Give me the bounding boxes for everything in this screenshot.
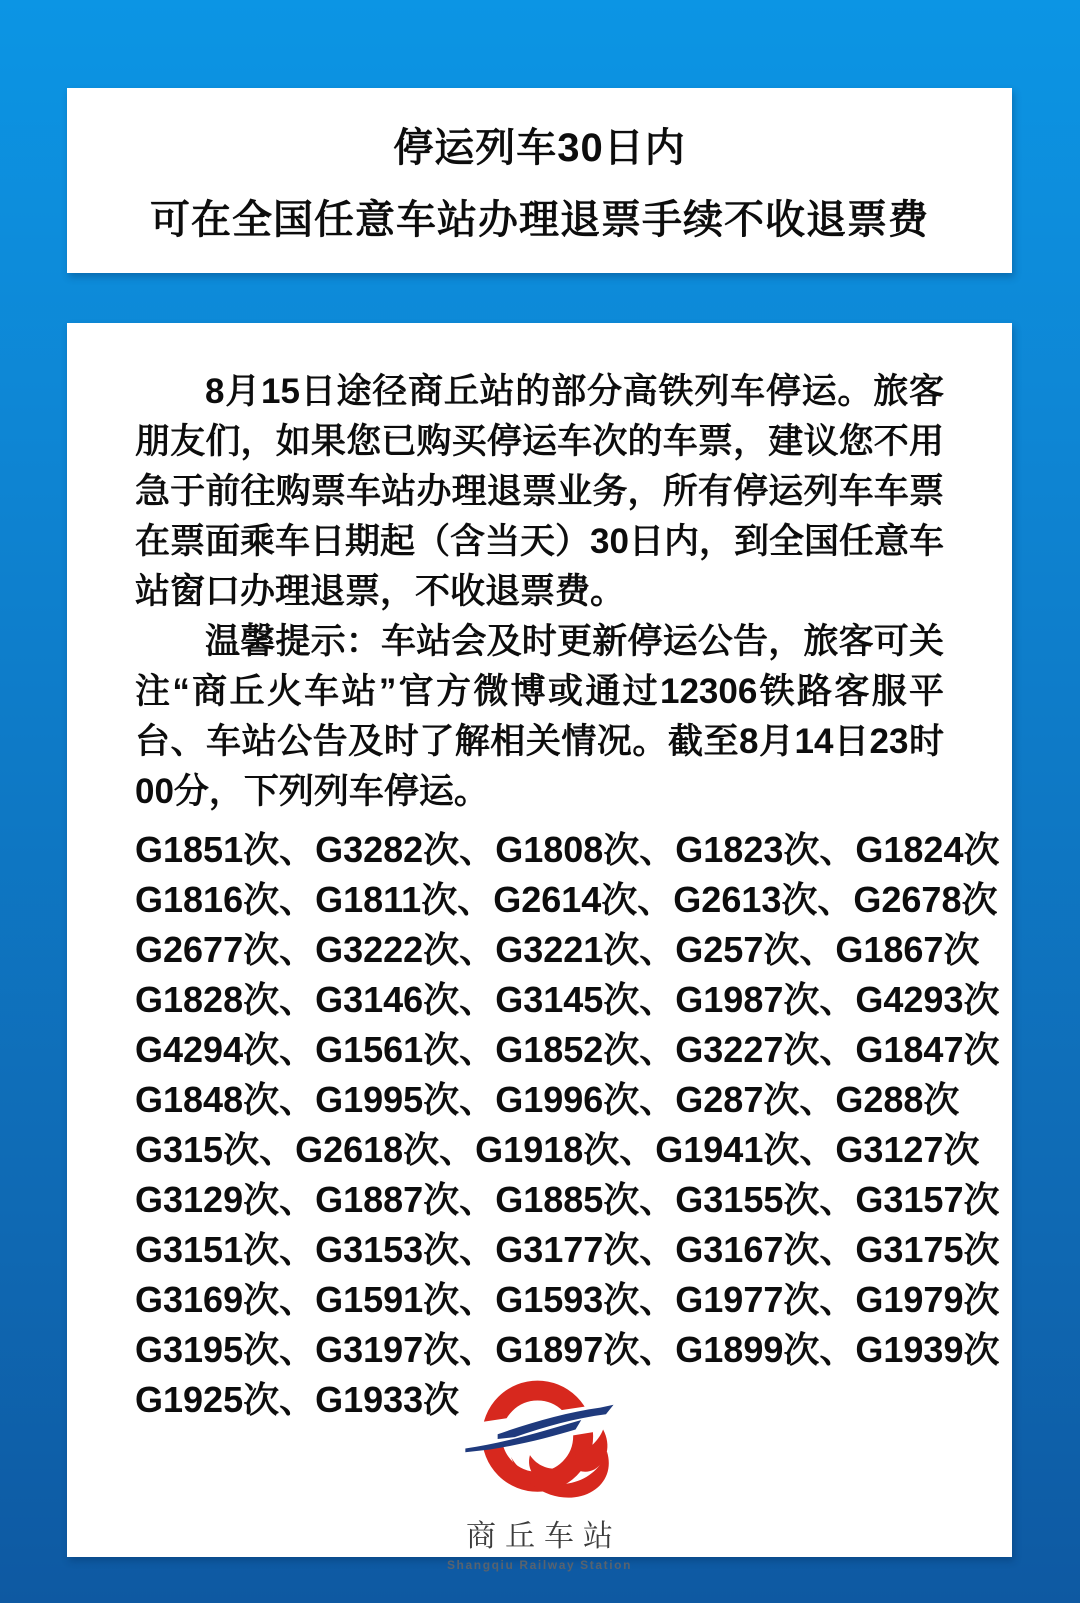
train-number: G3167次、 (675, 1229, 856, 1270)
train-number: G3222次、 (315, 929, 496, 970)
train-number: G3146次、 (315, 979, 496, 1020)
station-name-en: Shangqiu Railway Station (446, 1558, 633, 1572)
train-number: G1816次、 (135, 879, 316, 920)
train-row (135, 1175, 1000, 1225)
train-row (135, 925, 980, 975)
notice-paragraph-1: 8月15日途径商丘站的部分高铁列车停运。旅客朋友们，如果您已购买停运车次的车票，建议您不用急于前往购票车站办理退票业务，所有停运列车车票在票面乘车日期起（含当天）30日内，到全国任意车站窗口办理退票，不收退票费。 (135, 372, 944, 611)
train-number: G2678次 (853, 879, 998, 920)
train-number: G3129次、 (135, 1179, 316, 1220)
train-number: G3282次、 (315, 829, 496, 870)
poster-title-line1: 停运列车30日内 (393, 126, 686, 170)
train-list (135, 825, 1000, 1425)
train-number: G1593次、 (495, 1279, 676, 1320)
train-number: G287次、 (675, 1079, 836, 1120)
train-row (135, 1225, 1000, 1275)
train-number: G1996次、 (495, 1079, 676, 1120)
content-card (67, 323, 1012, 1572)
train-number: G1939次 (855, 1329, 1000, 1370)
train-number: G1824次 (855, 829, 1000, 870)
train-number: G3127次 (835, 1129, 980, 1170)
train-number: G257次、 (675, 929, 836, 970)
train-number: G4293次 (855, 979, 1000, 1020)
train-number: G3145次、 (495, 979, 676, 1020)
train-number: G3195次、 (135, 1329, 316, 1370)
train-number: G1897次、 (495, 1329, 676, 1370)
train-number: G1887次、 (315, 1179, 496, 1220)
train-number: G1848次、 (135, 1079, 316, 1120)
train-number: G1852次、 (495, 1029, 676, 1070)
train-row (135, 1025, 1000, 1075)
train-number: G1823次、 (675, 829, 856, 870)
notice-paragraph-2: 温馨提示：车站会及时更新停运公告，旅客可关注“商丘火车站”官方微博或通过12306铁路客服平台、车站公告及时了解相关情况。截至8月14日23时00分，下列列车停运。 (135, 622, 944, 811)
train-row (135, 1075, 960, 1125)
train-number: G288次 (835, 1079, 960, 1120)
train-row (135, 975, 1000, 1025)
train-number: G1899次、 (675, 1329, 856, 1370)
train-number: G3221次、 (495, 929, 676, 970)
train-number: G1987次、 (675, 979, 856, 1020)
train-number: G1925次、 (135, 1379, 316, 1420)
train-number: G1811次、 (315, 879, 494, 920)
train-number: G3227次、 (675, 1029, 856, 1070)
train-number: G2613次、 (673, 879, 854, 920)
train-number: G1867次 (835, 929, 980, 970)
header-card (67, 88, 1012, 273)
train-number: G315次、 (135, 1129, 296, 1170)
train-number: G1918次、 (475, 1129, 656, 1170)
train-number: G2677次、 (135, 929, 316, 970)
train-row (135, 1325, 1000, 1375)
train-number: G3169次、 (135, 1279, 316, 1320)
train-number: G1561次、 (315, 1029, 496, 1070)
train-number: G1591次、 (315, 1279, 496, 1320)
train-number: G1933次 (315, 1379, 460, 1420)
train-row (135, 1275, 1000, 1325)
train-number: G2618次、 (295, 1129, 476, 1170)
train-number: G4294次、 (135, 1029, 316, 1070)
train-number: G3197次、 (315, 1329, 496, 1370)
railway-station-emblem-icon (464, 1379, 616, 1499)
train-number: G3157次 (855, 1179, 1000, 1220)
train-number: G3155次、 (675, 1179, 856, 1220)
train-number: G3177次、 (495, 1229, 676, 1270)
train-number: G1941次、 (655, 1129, 836, 1170)
train-number: G3151次、 (135, 1229, 316, 1270)
train-row (135, 875, 998, 925)
train-row (135, 825, 1000, 875)
train-number: G1847次 (855, 1029, 1000, 1070)
poster-title-line2: 可在全国任意车站办理退票手续不收退票费 (150, 198, 929, 242)
train-number: G1885次、 (495, 1179, 676, 1220)
train-number: G1851次、 (135, 829, 316, 870)
train-number: G2614次、 (493, 879, 674, 920)
train-number: G1977次、 (675, 1279, 856, 1320)
train-number: G1995次、 (315, 1079, 496, 1120)
train-number: G3175次 (855, 1229, 1000, 1270)
train-number: G3153次、 (315, 1229, 496, 1270)
train-number: G1979次 (855, 1279, 1000, 1320)
train-number: G1808次、 (495, 829, 676, 870)
station-logo (447, 1379, 632, 1572)
train-row (135, 1125, 980, 1175)
train-number: G1828次、 (135, 979, 316, 1020)
station-name-cn: 商丘车站 (466, 1520, 622, 1553)
